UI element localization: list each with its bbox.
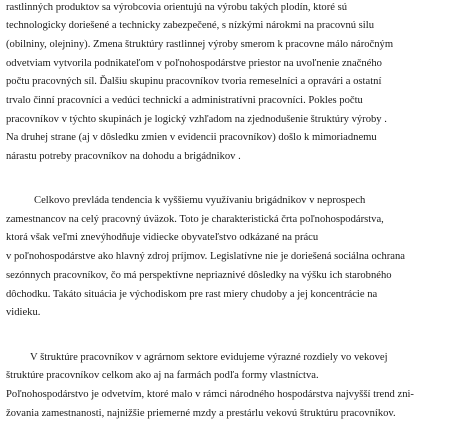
text-line: (obilniny, olejniny). Zmena štruktúry rastlinnej výroby smerom k pracovne málo náročným: [6, 39, 394, 50]
text-line: technologicky doriešené a technicky zabezpečené, s nízkými nárokmi na pracovnú silu: [6, 20, 374, 31]
text-line: Celkovo prevláda tendencia k vyššiemu využívaniu brigádnikov v neprospech: [34, 195, 366, 206]
text-line: ktorá však veľmi znevýhodňuje vidiecke obyvateľstvo odkázané na prácu: [6, 232, 319, 243]
text-line: pracovníkov v týchto skupinách je logický vzhľadom na zjednodušenie štruktúry výroby .: [6, 114, 387, 125]
text-line: Poľnohospodárstvo je odvetvím, ktoré malo v rámci národného hospodárstva najvyšší trend zni-: [6, 389, 414, 400]
text-line: vidieku.: [6, 307, 41, 318]
text-line: počtu pracovných síl. Ďalšiu skupinu pracovníkov tvoria remeselníci a opravári a ostatní: [6, 76, 382, 87]
text-line: rastlinných produktov sa výrobcovia orientujú na výrobu takých plodín, ktoré sú: [6, 2, 347, 13]
text-line: štruktúre pracovníkov celkom ako aj na farmách podľa formy vlastníctva.: [6, 370, 319, 381]
text-line: zamestnancov na celý pracovný úväzok. Toto je charakteristická črta poľnohospodárstva,: [6, 214, 384, 225]
text-line: sezónnych pracovníkov, čo má perspektívne nepriaznivé dôsledky na výšku ich starobného: [6, 270, 392, 281]
text-line: odvetviam vytvorila podnikateľom v poľnohospodárstve priestor na uvoľnenie značného: [6, 58, 382, 69]
text-line: V štruktúre pracovníkov v agrárnom sektore evidujeme výrazné rozdiely vo vekovej: [30, 352, 388, 363]
text-line: trvalo činní pracovníci a vedúci technickí a administratívni pracovníci. Pokles počtu: [6, 95, 363, 106]
text-line: nárastu potreby pracovníkov na dohodu a brigádnikov .: [6, 151, 241, 162]
text-line: dôchodku. Takáto situácia je východiskom pre rast miery chudoby a jej koncentrácie na: [6, 289, 378, 300]
text-line: žovania zamestnanosti, najnižšie priemerné mzdy a prestárlu vekovú štruktúru pracovníkov.: [6, 408, 396, 419]
text-line: v poľnohospodárstve ako hlavný zdroj príjmov. Legislatívne nie je doriešená sociálna ochrana: [6, 251, 405, 262]
text-line: Na druhej strane (aj v dôsledku zmien v evidencii pracovníkov) došlo k mimoriadnemu: [6, 132, 377, 143]
